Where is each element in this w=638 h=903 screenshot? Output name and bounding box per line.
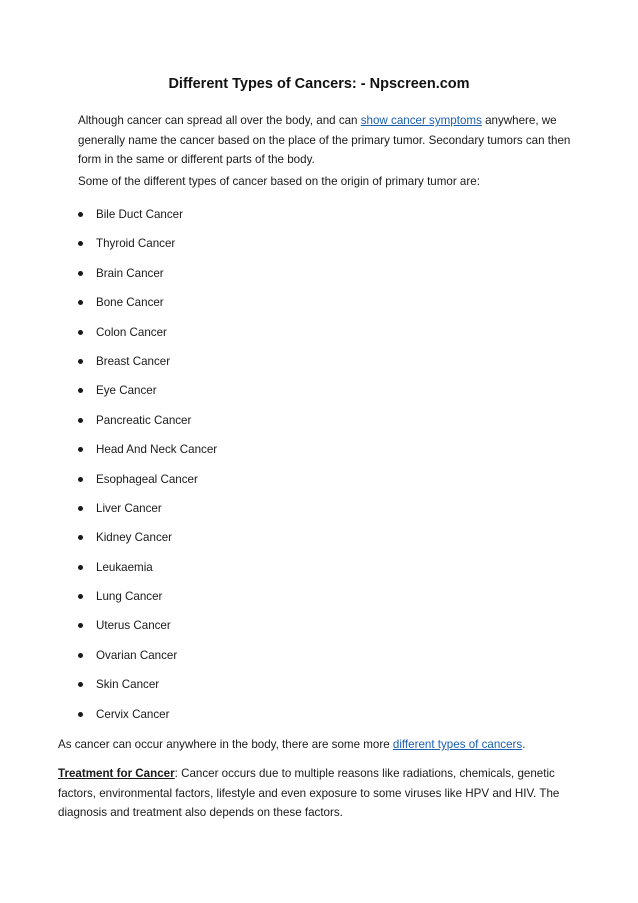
intro-text-after: anywhere, we generally name the cancer based on the place of the primary tumor. Secondary tumors can then form in the same or different parts of the body. <box>78 114 571 166</box>
cancer-types-list <box>78 205 217 734</box>
list-item-label: Pancreatic Cancer <box>96 413 192 427</box>
bullet-icon <box>78 447 83 452</box>
intro-text-before: Although cancer can spread all over the body, and can <box>78 114 361 127</box>
list-item-label: Eye Cancer <box>96 384 157 398</box>
treatment-paragraph <box>58 764 583 823</box>
list-item <box>78 205 217 234</box>
list-item <box>78 381 217 410</box>
bullet-icon <box>78 477 83 482</box>
list-item <box>78 293 217 322</box>
bullet-icon <box>78 359 83 364</box>
list-item-label: Uterus Cancer <box>96 619 171 633</box>
types-lead-paragraph: Some of the different types of cancer based on the origin of primary tumor are: <box>78 175 480 188</box>
treatment-heading: Treatment for Cancer <box>58 767 175 780</box>
list-item-label: Kidney Cancer <box>96 531 173 545</box>
list-item <box>78 264 217 293</box>
bullet-icon <box>78 418 83 423</box>
list-item-label: Leukaemia <box>96 560 153 574</box>
bullet-icon <box>78 330 83 335</box>
list-item <box>78 616 217 645</box>
list-item-label: Head And Neck Cancer <box>96 443 218 457</box>
list-item-label: Ovarian Cancer <box>96 648 178 662</box>
list-item <box>78 528 217 557</box>
show-cancer-symptoms-link[interactable]: show cancer symptoms <box>360 114 482 127</box>
list-item-label: Skin Cancer <box>96 678 160 692</box>
bullet-icon <box>78 506 83 511</box>
list-item-label: Liver Cancer <box>96 501 162 515</box>
list-item <box>78 323 217 352</box>
page-title: Different Types of Cancers: - Npscreen.com <box>168 76 470 92</box>
bullet-icon <box>78 712 83 717</box>
more-text-after: . <box>522 738 526 751</box>
bullet-icon <box>78 212 83 217</box>
bullet-icon <box>78 594 83 599</box>
different-types-of-cancers-link[interactable]: different types of cancers <box>392 738 523 751</box>
list-item <box>78 499 217 528</box>
bullet-icon <box>78 682 83 687</box>
list-item-label: Thyroid Cancer <box>96 237 176 251</box>
bullet-icon <box>78 623 83 628</box>
list-item <box>78 675 217 704</box>
list-item <box>78 470 217 499</box>
intro-paragraph <box>78 111 588 170</box>
list-item <box>78 587 217 616</box>
list-item-label: Bone Cancer <box>96 296 164 310</box>
list-item-label: Colon Cancer <box>96 325 167 339</box>
bullet-icon <box>78 300 83 305</box>
bullet-icon <box>78 565 83 570</box>
list-item <box>78 558 217 587</box>
list-item-label: Cervix Cancer <box>96 707 170 721</box>
bullet-icon <box>78 271 83 276</box>
list-item <box>78 440 217 469</box>
list-item-label: Bile Duct Cancer <box>96 208 183 221</box>
list-item-label: Esophageal Cancer <box>96 472 198 486</box>
bullet-icon <box>78 388 83 393</box>
bullet-icon <box>78 241 83 246</box>
list-item-label: Lung Cancer <box>96 590 163 604</box>
bullet-icon <box>78 653 83 658</box>
list-item <box>78 705 217 734</box>
list-item <box>78 352 217 381</box>
list-item <box>78 411 217 440</box>
list-item <box>78 646 217 675</box>
more-types-paragraph <box>58 735 598 754</box>
list-item-label: Breast Cancer <box>96 354 171 368</box>
bullet-icon <box>78 535 83 540</box>
list-item <box>78 234 217 263</box>
treatment-colon: : <box>174 767 178 780</box>
list-item-label: Brain Cancer <box>96 266 164 280</box>
more-text-before: As cancer can occur anywhere in the body, there are some more <box>58 738 393 751</box>
treatment-text: Cancer occurs due to multiple reasons like radiations, chemicals, genetic factors, environmental factors, lifestyle and even exposure to some viruses like HPV and HIV. The diagnosis and treatment also depends on these factors. <box>58 767 560 819</box>
